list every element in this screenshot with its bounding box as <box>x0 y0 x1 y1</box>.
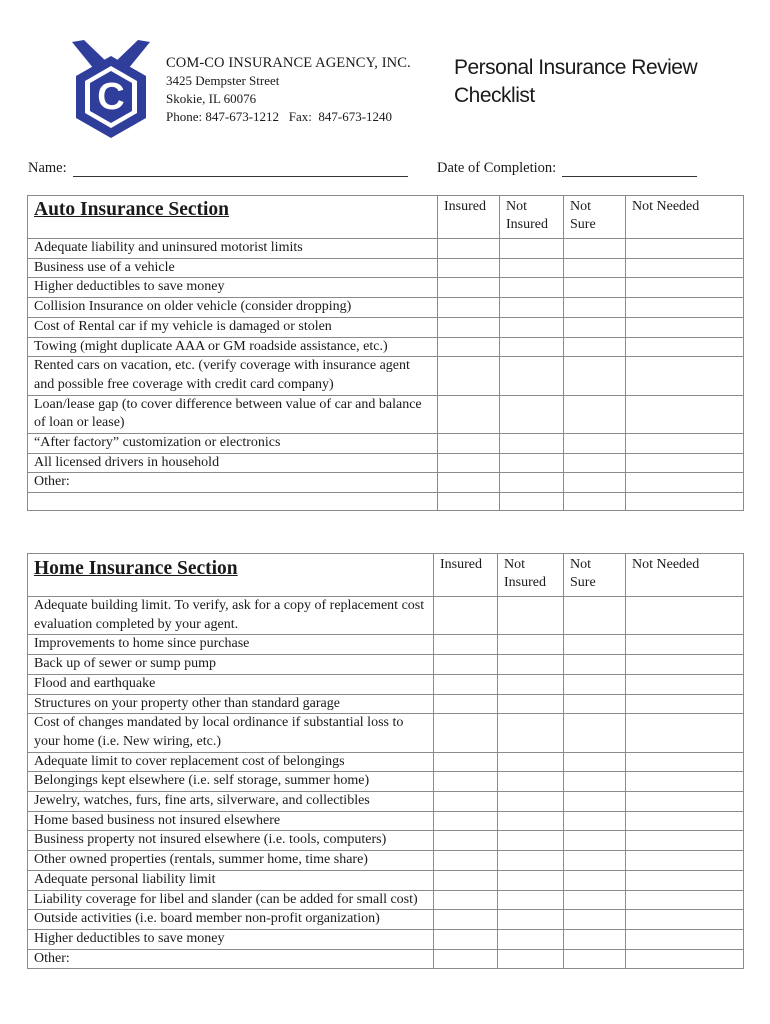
auto-not-needed-checkbox-cell[interactable] <box>626 473 744 493</box>
home-item-label: Other: <box>28 949 434 969</box>
home-item-label: Home based business not insured elsewhere <box>28 811 434 831</box>
col-not-needed: Not Needed <box>626 196 744 239</box>
home-insured-checkbox-cell[interactable] <box>434 890 498 910</box>
home-not-insured-checkbox-cell[interactable] <box>498 674 564 694</box>
home-item-row <box>28 870 744 890</box>
home-not-insured-checkbox-cell[interactable] <box>498 870 564 890</box>
auto-not-needed-checkbox-cell[interactable] <box>626 395 744 433</box>
home-not-needed-checkbox-cell[interactable] <box>626 910 744 930</box>
home-item-row <box>28 890 744 910</box>
auto-not-needed-checkbox-cell[interactable] <box>626 337 744 357</box>
auto-item-row <box>28 493 744 511</box>
home-item-row <box>28 811 744 831</box>
auto-item-row <box>28 395 744 433</box>
auto-insured-checkbox-cell[interactable] <box>438 357 500 395</box>
auto-item-row <box>28 357 744 395</box>
home-item-row <box>28 674 744 694</box>
auto-item-row <box>28 317 744 337</box>
auto-not-sure-checkbox-cell[interactable] <box>564 493 626 511</box>
auto-item-label: Cost of Rental car if my vehicle is damaged or stolen <box>28 317 438 337</box>
auto-insured-checkbox-cell[interactable] <box>438 298 500 318</box>
home-item-row <box>28 635 744 655</box>
home-not-insured-checkbox-cell[interactable] <box>498 714 564 752</box>
auto-not-insured-checkbox-cell[interactable] <box>500 395 564 433</box>
home-item-row <box>28 929 744 949</box>
auto-insured-checkbox-cell[interactable] <box>438 239 500 259</box>
auto-not-sure-checkbox-cell[interactable] <box>564 453 626 473</box>
home-item-label: Cost of changes mandated by local ordinance if substantial loss to your home (i.e. New wiring, etc.) <box>28 714 434 752</box>
auto-not-sure-checkbox-cell[interactable] <box>564 258 626 278</box>
auto-item-label <box>28 493 438 511</box>
home-insured-checkbox-cell[interactable] <box>434 831 498 851</box>
auto-insurance-table <box>27 195 744 511</box>
name-label: Name: <box>28 160 67 176</box>
auto-insured-checkbox-cell[interactable] <box>438 258 500 278</box>
auto-item-label: Loan/lease gap (to cover difference between value of car and balance of loan or lease) <box>28 395 438 433</box>
auto-not-sure-checkbox-cell[interactable] <box>564 395 626 433</box>
home-item-row <box>28 910 744 930</box>
home-not-sure-checkbox-cell[interactable] <box>564 772 626 792</box>
auto-item-label: Higher deductibles to save money <box>28 278 438 298</box>
home-not-insured-checkbox-cell[interactable] <box>498 655 564 675</box>
home-not-sure-checkbox-cell[interactable] <box>564 694 626 714</box>
home-not-sure-checkbox-cell[interactable] <box>564 949 626 969</box>
auto-not-sure-checkbox-cell[interactable] <box>564 357 626 395</box>
auto-insured-checkbox-cell[interactable] <box>438 317 500 337</box>
home-insured-checkbox-cell[interactable] <box>434 597 498 635</box>
home-not-sure-checkbox-cell[interactable] <box>564 635 626 655</box>
auto-item-row <box>28 453 744 473</box>
auto-item-row <box>28 337 744 357</box>
home-item-label: Business property not insured elsewhere (i.e. tools, computers) <box>28 831 434 851</box>
auto-not-needed-checkbox-cell[interactable] <box>626 317 744 337</box>
auto-item-row <box>28 278 744 298</box>
home-item-label: Back up of sewer or sump pump <box>28 655 434 675</box>
auto-not-sure-checkbox-cell[interactable] <box>564 239 626 259</box>
auto-not-insured-checkbox-cell[interactable] <box>500 337 564 357</box>
auto-item-row <box>28 434 744 454</box>
auto-item-row <box>28 473 744 493</box>
auto-item-label: Business use of a vehicle <box>28 258 438 278</box>
auto-not-sure-checkbox-cell[interactable] <box>564 337 626 357</box>
col-not-insured: Not Insured <box>498 554 564 597</box>
name-field[interactable] <box>73 162 408 177</box>
home-not-insured-checkbox-cell[interactable] <box>498 831 564 851</box>
auto-insured-checkbox-cell[interactable] <box>438 278 500 298</box>
home-item-label: Belongings kept elsewhere (i.e. self storage, summer home) <box>28 772 434 792</box>
home-header-row <box>28 554 744 597</box>
home-not-insured-checkbox-cell[interactable] <box>498 694 564 714</box>
home-not-sure-checkbox-cell[interactable] <box>564 674 626 694</box>
home-not-insured-checkbox-cell[interactable] <box>498 752 564 772</box>
home-not-sure-checkbox-cell[interactable] <box>564 851 626 871</box>
auto-item-label: “After factory” customization or electronics <box>28 434 438 454</box>
auto-not-insured-checkbox-cell[interactable] <box>500 298 564 318</box>
home-item-row <box>28 597 744 635</box>
home-not-needed-checkbox-cell[interactable] <box>626 655 744 675</box>
home-insurance-table <box>27 553 744 969</box>
home-not-insured-checkbox-cell[interactable] <box>498 929 564 949</box>
auto-not-insured-checkbox-cell[interactable] <box>500 258 564 278</box>
home-not-insured-checkbox-cell[interactable] <box>498 597 564 635</box>
home-not-insured-checkbox-cell[interactable] <box>498 890 564 910</box>
home-item-label: Outside activities (i.e. board member non-profit organization) <box>28 910 434 930</box>
company-logo <box>70 36 152 140</box>
home-not-insured-checkbox-cell[interactable] <box>498 910 564 930</box>
home-not-sure-checkbox-cell[interactable] <box>564 714 626 752</box>
auto-not-needed-checkbox-cell[interactable] <box>626 453 744 473</box>
auto-not-needed-checkbox-cell[interactable] <box>626 434 744 454</box>
agency-name: COM-CO INSURANCE AGENCY, INC. <box>166 55 411 71</box>
home-not-sure-checkbox-cell[interactable] <box>564 890 626 910</box>
col-not-insured: Not Insured <box>500 196 564 239</box>
auto-not-needed-checkbox-cell[interactable] <box>626 493 744 511</box>
home-item-label: Adequate limit to cover replacement cost of belongings <box>28 752 434 772</box>
home-not-needed-checkbox-cell[interactable] <box>626 694 744 714</box>
auto-item-label: Rented cars on vacation, etc. (verify coverage with insurance agent and possible free coverage with credit card company) <box>28 357 438 395</box>
home-insured-checkbox-cell[interactable] <box>434 811 498 831</box>
auto-not-sure-checkbox-cell[interactable] <box>564 434 626 454</box>
home-insured-checkbox-cell[interactable] <box>434 674 498 694</box>
home-not-needed-checkbox-cell[interactable] <box>626 870 744 890</box>
auto-insured-checkbox-cell[interactable] <box>438 493 500 511</box>
home-not-sure-checkbox-cell[interactable] <box>564 792 626 812</box>
auto-not-needed-checkbox-cell[interactable] <box>626 357 744 395</box>
date-field-row <box>437 160 697 177</box>
home-item-row <box>28 831 744 851</box>
home-not-insured-checkbox-cell[interactable] <box>498 949 564 969</box>
agency-city: Skokie, IL 60076 <box>166 91 257 106</box>
auto-not-sure-checkbox-cell[interactable] <box>564 278 626 298</box>
home-item-label: Other owned properties (rentals, summer home, time share) <box>28 851 434 871</box>
auto-not-insured-checkbox-cell[interactable] <box>500 317 564 337</box>
auto-insured-checkbox-cell[interactable] <box>438 453 500 473</box>
agency-info <box>166 54 411 126</box>
auto-insured-checkbox-cell[interactable] <box>438 337 500 357</box>
home-not-sure-checkbox-cell[interactable] <box>564 831 626 851</box>
home-not-insured-checkbox-cell[interactable] <box>498 772 564 792</box>
home-not-needed-checkbox-cell[interactable] <box>626 811 744 831</box>
home-item-row <box>28 792 744 812</box>
home-not-needed-checkbox-cell[interactable] <box>626 752 744 772</box>
home-item-row <box>28 714 744 752</box>
col-not-sure: Not Sure <box>564 196 626 239</box>
home-insured-checkbox-cell[interactable] <box>434 655 498 675</box>
home-insured-checkbox-cell[interactable] <box>434 792 498 812</box>
home-not-sure-checkbox-cell[interactable] <box>564 752 626 772</box>
auto-not-insured-checkbox-cell[interactable] <box>500 239 564 259</box>
home-not-needed-checkbox-cell[interactable] <box>626 929 744 949</box>
auto-not-insured-checkbox-cell[interactable] <box>500 357 564 395</box>
col-insured: Insured <box>434 554 498 597</box>
home-not-sure-checkbox-cell[interactable] <box>564 655 626 675</box>
home-not-sure-checkbox-cell[interactable] <box>564 811 626 831</box>
col-not-needed: Not Needed <box>626 554 744 597</box>
name-field-row <box>28 160 408 177</box>
home-item-row <box>28 949 744 969</box>
home-insured-checkbox-cell[interactable] <box>434 929 498 949</box>
home-item-label: Higher deductibles to save money <box>28 929 434 949</box>
home-not-needed-checkbox-cell[interactable] <box>626 674 744 694</box>
home-insured-checkbox-cell[interactable] <box>434 949 498 969</box>
home-item-label: Adequate personal liability limit <box>28 870 434 890</box>
auto-item-row <box>28 258 744 278</box>
auto-not-sure-checkbox-cell[interactable] <box>564 317 626 337</box>
auto-header-row <box>28 196 744 239</box>
home-item-label: Improvements to home since purchase <box>28 635 434 655</box>
home-not-needed-checkbox-cell[interactable] <box>626 949 744 969</box>
home-insured-checkbox-cell[interactable] <box>434 870 498 890</box>
home-insured-checkbox-cell[interactable] <box>434 851 498 871</box>
date-label: Date of Completion: <box>437 160 557 176</box>
home-item-row <box>28 851 744 871</box>
home-not-needed-checkbox-cell[interactable] <box>626 831 744 851</box>
home-item-label: Jewelry, watches, furs, fine arts, silverware, and collectibles <box>28 792 434 812</box>
home-not-needed-checkbox-cell[interactable] <box>626 851 744 871</box>
home-not-needed-checkbox-cell[interactable] <box>626 714 744 752</box>
date-field[interactable] <box>562 162 697 177</box>
home-not-sure-checkbox-cell[interactable] <box>564 929 626 949</box>
auto-item-label: Collision Insurance on older vehicle (consider dropping) <box>28 298 438 318</box>
auto-insured-checkbox-cell[interactable] <box>438 395 500 433</box>
home-item-label: Structures on your property other than standard garage <box>28 694 434 714</box>
auto-not-insured-checkbox-cell[interactable] <box>500 278 564 298</box>
home-not-needed-checkbox-cell[interactable] <box>626 597 744 635</box>
home-item-label: Adequate building limit. To verify, ask for a copy of replacement cost evaluation completed by your agent. <box>28 597 434 635</box>
home-not-sure-checkbox-cell[interactable] <box>564 910 626 930</box>
auto-insured-checkbox-cell[interactable] <box>438 434 500 454</box>
home-not-insured-checkbox-cell[interactable] <box>498 792 564 812</box>
home-not-insured-checkbox-cell[interactable] <box>498 811 564 831</box>
home-not-needed-checkbox-cell[interactable] <box>626 890 744 910</box>
auto-not-needed-checkbox-cell[interactable] <box>626 298 744 318</box>
auto-not-needed-checkbox-cell[interactable] <box>626 278 744 298</box>
home-insured-checkbox-cell[interactable] <box>434 694 498 714</box>
home-item-label: Flood and earthquake <box>28 674 434 694</box>
home-section-title: Home Insurance Section <box>28 554 434 597</box>
auto-not-sure-checkbox-cell[interactable] <box>564 473 626 493</box>
home-item-row <box>28 655 744 675</box>
auto-not-insured-checkbox-cell[interactable] <box>500 473 564 493</box>
home-not-sure-checkbox-cell[interactable] <box>564 870 626 890</box>
auto-not-needed-checkbox-cell[interactable] <box>626 239 744 259</box>
auto-not-insured-checkbox-cell[interactable] <box>500 434 564 454</box>
auto-not-sure-checkbox-cell[interactable] <box>564 298 626 318</box>
auto-item-label: Other: <box>28 473 438 493</box>
auto-item-label: Adequate liability and uninsured motorist limits <box>28 239 438 259</box>
home-item-label: Liability coverage for libel and slander (can be added for small cost) <box>28 890 434 910</box>
agency-street: 3425 Dempster Street <box>166 73 280 88</box>
home-insured-checkbox-cell[interactable] <box>434 714 498 752</box>
auto-item-row <box>28 298 744 318</box>
home-not-needed-checkbox-cell[interactable] <box>626 635 744 655</box>
home-not-sure-checkbox-cell[interactable] <box>564 597 626 635</box>
auto-item-label: All licensed drivers in household <box>28 453 438 473</box>
auto-item-label: Towing (might duplicate AAA or GM roadside assistance, etc.) <box>28 337 438 357</box>
home-item-row <box>28 772 744 792</box>
col-not-sure: Not Sure <box>564 554 626 597</box>
document-title: Personal Insurance Review Checklist <box>454 56 698 107</box>
home-not-needed-checkbox-cell[interactable] <box>626 772 744 792</box>
auto-insured-checkbox-cell[interactable] <box>438 473 500 493</box>
auto-item-row <box>28 239 744 259</box>
home-insured-checkbox-cell[interactable] <box>434 635 498 655</box>
auto-not-needed-checkbox-cell[interactable] <box>626 258 744 278</box>
auto-not-insured-checkbox-cell[interactable] <box>500 493 564 511</box>
home-not-insured-checkbox-cell[interactable] <box>498 635 564 655</box>
logo-letter: C <box>97 76 125 118</box>
home-item-row <box>28 694 744 714</box>
auto-section-title: Auto Insurance Section <box>28 196 438 239</box>
home-insured-checkbox-cell[interactable] <box>434 910 498 930</box>
home-insured-checkbox-cell[interactable] <box>434 772 498 792</box>
home-not-needed-checkbox-cell[interactable] <box>626 792 744 812</box>
auto-not-insured-checkbox-cell[interactable] <box>500 453 564 473</box>
home-not-insured-checkbox-cell[interactable] <box>498 851 564 871</box>
home-insured-checkbox-cell[interactable] <box>434 752 498 772</box>
col-insured: Insured <box>438 196 500 239</box>
agency-phone-fax: Phone: 847-673-1212 Fax: 847-673-1240 <box>166 109 393 124</box>
home-item-row <box>28 752 744 772</box>
